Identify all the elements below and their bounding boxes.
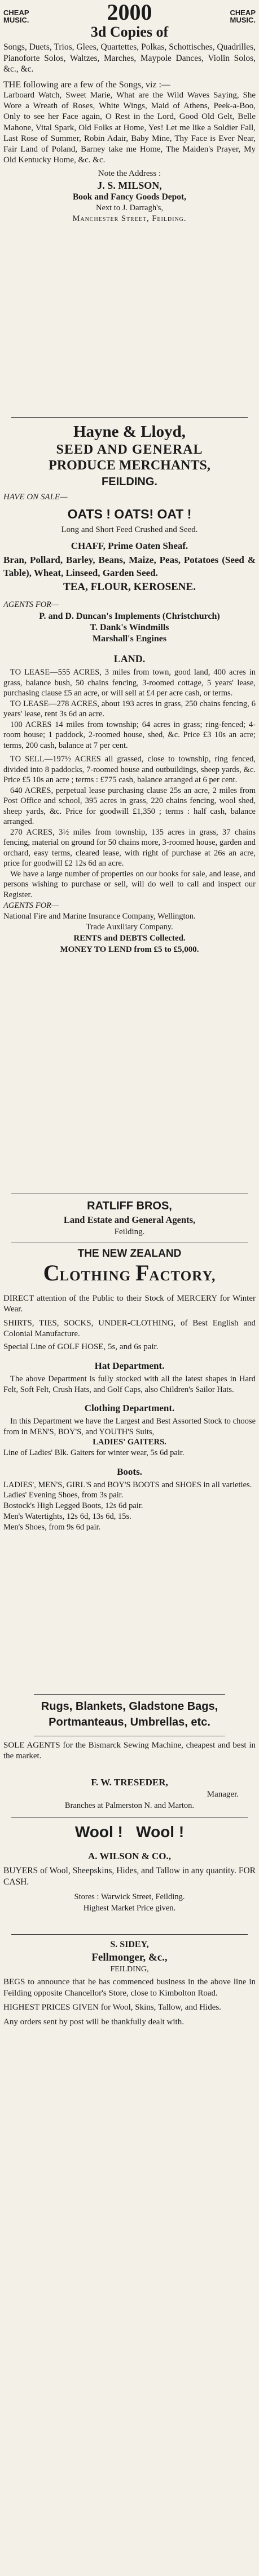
sidey-highest: HIGHEST PRICES GIVEN for Wool, Skins, Tallow, and Hides. xyxy=(3,2003,221,2012)
oats-heading: OATS ! OATS! OAT ! xyxy=(67,507,192,521)
bismarck-advert xyxy=(3,1740,256,1762)
sidey-announcement: BEGS to announce that he has commenced business in the above line in Feilding opposite Chancellor's Store, close to Kimbolton Road. xyxy=(3,1978,256,1998)
milson-business: Book and Fancy Goods Depot, xyxy=(72,192,187,202)
wool-title xyxy=(3,1821,256,1843)
milson-address: Manchester Street, Feilding. xyxy=(72,214,187,224)
ratliff-advert xyxy=(3,1198,256,1238)
copies-headline: 3d Copies of xyxy=(90,24,169,40)
sidey-name: S. SIDEY, xyxy=(110,1940,149,1949)
clothing-text: In this Department we have the Largest and Best Assorted Stock to choose from in MEN'S, BOY'S, and YOUTH'S Suits, xyxy=(3,1417,256,1436)
cheap-music-left: CHEAP MUSIC. xyxy=(3,8,29,24)
mens-shoes: Men's Shoes, from 9s 6d pair. xyxy=(3,1523,101,1532)
wool-heading xyxy=(3,1821,256,1843)
rugs-advert xyxy=(3,1699,256,1730)
sidey-advert xyxy=(3,1939,256,2028)
trade-auxiliary: Trade Auxiliary Company. xyxy=(86,922,173,932)
clothing-factory-title xyxy=(3,1261,256,1290)
tea-flour-kerosene: TEA, FLOUR, KEROSENE. xyxy=(63,581,196,593)
factory-initial-c: C xyxy=(43,1260,60,1285)
treseder-name: F. W. TRESEDER, xyxy=(91,1777,168,1788)
agents-for-1: AGENTS FOR— xyxy=(3,600,59,609)
acres-270: 270 ACRES, 3½ miles from township, 135 acres in grass, 37 chains fencing, material on ground for 50 chains more, 3-roomed house, garden and orchard, easy terms, cleared lease, with right of purchase at 26s an acre, price for goodwill £2 12s 6d an acre. xyxy=(3,827,256,868)
chaff-line: CHAFF, Prime Oaten Sheaf. xyxy=(71,540,188,551)
section-divider xyxy=(34,1694,225,1695)
implement-agencies: P. and D. Duncan's Implements (Christchurch) T. Dank's Windmills Marshall's Engines xyxy=(39,611,220,644)
boots-text: LADIES', MEN'S, GIRL'S and BOY'S BOOTS and SHOES in all varieties. xyxy=(3,1480,252,1489)
ratliff-town: Feilding. xyxy=(114,1227,145,1236)
milson-name: J. S. MILSON, xyxy=(97,180,162,192)
bismarck-text: SOLE AGENTS for the Bismarck Sewing Machine, cheapest and best in the market. xyxy=(3,1741,256,1761)
songs-list: Larboard Watch, Sweet Marie, What are the Wild Waves Saying, She Wore a Wreath of Roses, White Wings, Maid of Athens, Peek-a-Boo, Only to see her Face again, O Rest in the Lord, Good Old Gelt, Belle Mahone, Vital Spark, Old Folks at Home, Yes! Let me like a Soldier Fall, Last Rose of Summer, Robin Adair, Baby Mine, Thy Face is Ever Near, Fair Land of Poland, Barney take me Home, The Maiden's Prayer, My Old Kentucky Home, &c. &c. xyxy=(3,91,256,165)
rents-debts: RENTS and DEBTS Collected. xyxy=(73,933,186,943)
watertights: Men's Watertights, 12s 6d, 13s 6d, 15s. xyxy=(3,1512,131,1521)
cheap-music-right: CHEAP MUSIC. xyxy=(230,8,256,24)
produce-line: PRODUCE MERCHANTS, xyxy=(49,458,210,473)
sidey-trade: Fellmonger, &c., xyxy=(91,1952,168,1963)
perpetual-640: 640 ACRES, perpetual lease purchasing clause 25s an acre, 2 miles from Post Office and school, 395 acres in grass, 220 chains fencing, wool shed, sheep yards, &c. Price for goodwill £1,350 ; terms : half cash, balance arranged. xyxy=(3,786,256,826)
boots-heading: Boots. xyxy=(117,1466,142,1477)
branches-line: Branches at Palmerston N. and Marton. xyxy=(64,1801,195,1810)
milson-advert xyxy=(3,1,256,224)
land-heading: LAND. xyxy=(113,653,146,664)
oats-description: Long and Short Feed Crushed and Seed. xyxy=(61,525,198,534)
sidey-orders: Any orders sent by post will be thankfully dealt with. xyxy=(3,2017,184,2027)
insurance-agency: National Fire and Marine Insurance Company, Wellington. xyxy=(3,912,196,921)
evening-shoes: Ladies' Evening Shoes, from 3s pair. xyxy=(3,1491,124,1500)
wilson-highest: Highest Market Price given. xyxy=(83,1904,176,1913)
hayne-title: Hayne & Lloyd, xyxy=(73,423,186,441)
treseder-title: Manager. xyxy=(207,1790,239,1799)
golf-hose: Special Line of GOLF HOSE, 5s, and 6s pair. xyxy=(3,1342,159,1351)
wool-title-left: Wool ! xyxy=(74,1823,123,1841)
ladies-gaiters: LADIES' GAITERS. xyxy=(93,1438,166,1447)
ratliff-line: Land Estate and General Agents, xyxy=(63,1214,196,1225)
year-number: 2000 xyxy=(107,1,152,25)
ratliff-name: RATLIFF BROS, xyxy=(87,1200,172,1212)
mercery-notice: DIRECT attention of the Public to their Stock of MERCERY for Winter Wear. xyxy=(3,1294,256,1314)
hayne-town: FEILDING. xyxy=(102,476,157,488)
gaiters-text: Line of Ladies' Blk. Gaiters for winter wear, 5s 6d pair. xyxy=(3,1448,185,1457)
column-rule xyxy=(11,1934,248,1935)
seed-line: SEED AND GENERAL xyxy=(56,442,203,457)
nz-clothing-factory-advert xyxy=(3,1247,256,1533)
rugs-line-2: Portmanteaus, Umbrellas, etc. xyxy=(49,1716,210,1728)
wilson-stores: Stores : Warwick Street, Feilding. xyxy=(74,1892,185,1901)
sidey-town: FEILDING, xyxy=(110,1965,149,1974)
hayne-lloyd-advert xyxy=(3,422,256,955)
milson-next-to: Next to J. Darragh's, xyxy=(96,203,163,213)
acres-100: 100 ACRES 14 miles from township; 64 acres in grass; ring-fenced; 4-room house; 1 paddock, 2-roomed house, shed, &c. Price £3 10s an acre; terms, 200 cash, balance at 7 per cent. xyxy=(3,720,256,750)
wilson-name: A. WILSON & CO., xyxy=(87,1851,172,1861)
milson-header xyxy=(3,1,256,24)
rugs-line-1: Rugs, Blankets, Gladstone Bags, xyxy=(41,1700,218,1713)
have-on-sale: HAVE ON SALE— xyxy=(3,493,68,502)
songs-intro: THE following are a few of the Songs, viz :— xyxy=(3,79,170,90)
wilson-buyers: BUYERS of Wool, Sheepskins, Hides, and Tallow in any quantity. FOR CASH. xyxy=(3,1866,256,1887)
note-address: Note the Address : xyxy=(98,169,161,179)
bran-list: Bran, Pollard, Barley, Beans, Maize, Peas, Potatoes (Seed & Table), Wheat, Linseed, Garden Seed. xyxy=(3,555,256,578)
shirts-notice: SHIRTS, TIES, SOCKS, UNDER-CLOTHING, of Best English and Colonial Manufacture. xyxy=(3,1319,256,1338)
wilson-advert xyxy=(3,1850,256,1914)
money-to-lend: MONEY TO LEND from £5 to £5,000. xyxy=(60,945,199,954)
hat-text: The above Department is fully stocked with all the latest shapes in Hard Felt, Soft Felt, Crush Hats, and Golf Caps, also Children's Sailor Hats. xyxy=(3,1375,256,1394)
wool-title-right: Wool ! xyxy=(136,1823,185,1841)
lease-278: TO LEASE—278 ACRES, about 193 acres in grass, 250 chains fencing, 6 years' lease, rent 3s 6d an acre. xyxy=(3,699,256,719)
bostock-boots: Bostock's High Legged Boots, 12s 6d pair. xyxy=(3,1501,143,1510)
factory-word-lothing: LOTHING xyxy=(59,1269,131,1284)
factory-word-actory: ACTORY, xyxy=(149,1269,216,1284)
factory-initial-f: F xyxy=(135,1260,150,1285)
hat-heading: Hat Department. xyxy=(94,1360,165,1371)
nz-title: THE NEW ZEALAND xyxy=(77,1248,182,1260)
lease-555: TO LEASE—555 ACRES, 3 miles from town, good land, 400 acres in grass, balance bush, 50 chains fencing, 3-roomed cottage, 5 years' lease, purchasing clause £5 an acre, or will sell at £4 per acre cash, or terms. xyxy=(3,668,256,698)
music-description: Songs, Duets, Trios, Glees, Quartettes, Polkas, Schottisches, Quadrilles, Pianoforte Solos, Waltzes, Marches, Maypole Dances, Violin Solos, &c., &c. xyxy=(3,42,256,74)
register-note: We have a large number of properties on our books for sale, and lease, and persons wishing to purchase or sell, will do well to call and inspect our Register. xyxy=(3,869,256,899)
clothing-heading: Clothing Department. xyxy=(84,1403,175,1413)
sell-197: TO SELL—197½ ACRES all grassed, close to township, ring fenced, divided into 8 paddocks, 7-roomed house and outbuildings, sheep yards, &c. Price £5 10s an acre ; terms : £775 cash, balance arranged at 6 per cent. xyxy=(3,755,256,784)
agents-for-2: AGENTS FOR— xyxy=(3,901,59,910)
column-rule xyxy=(11,417,248,418)
treseder-advert xyxy=(3,1776,256,1811)
